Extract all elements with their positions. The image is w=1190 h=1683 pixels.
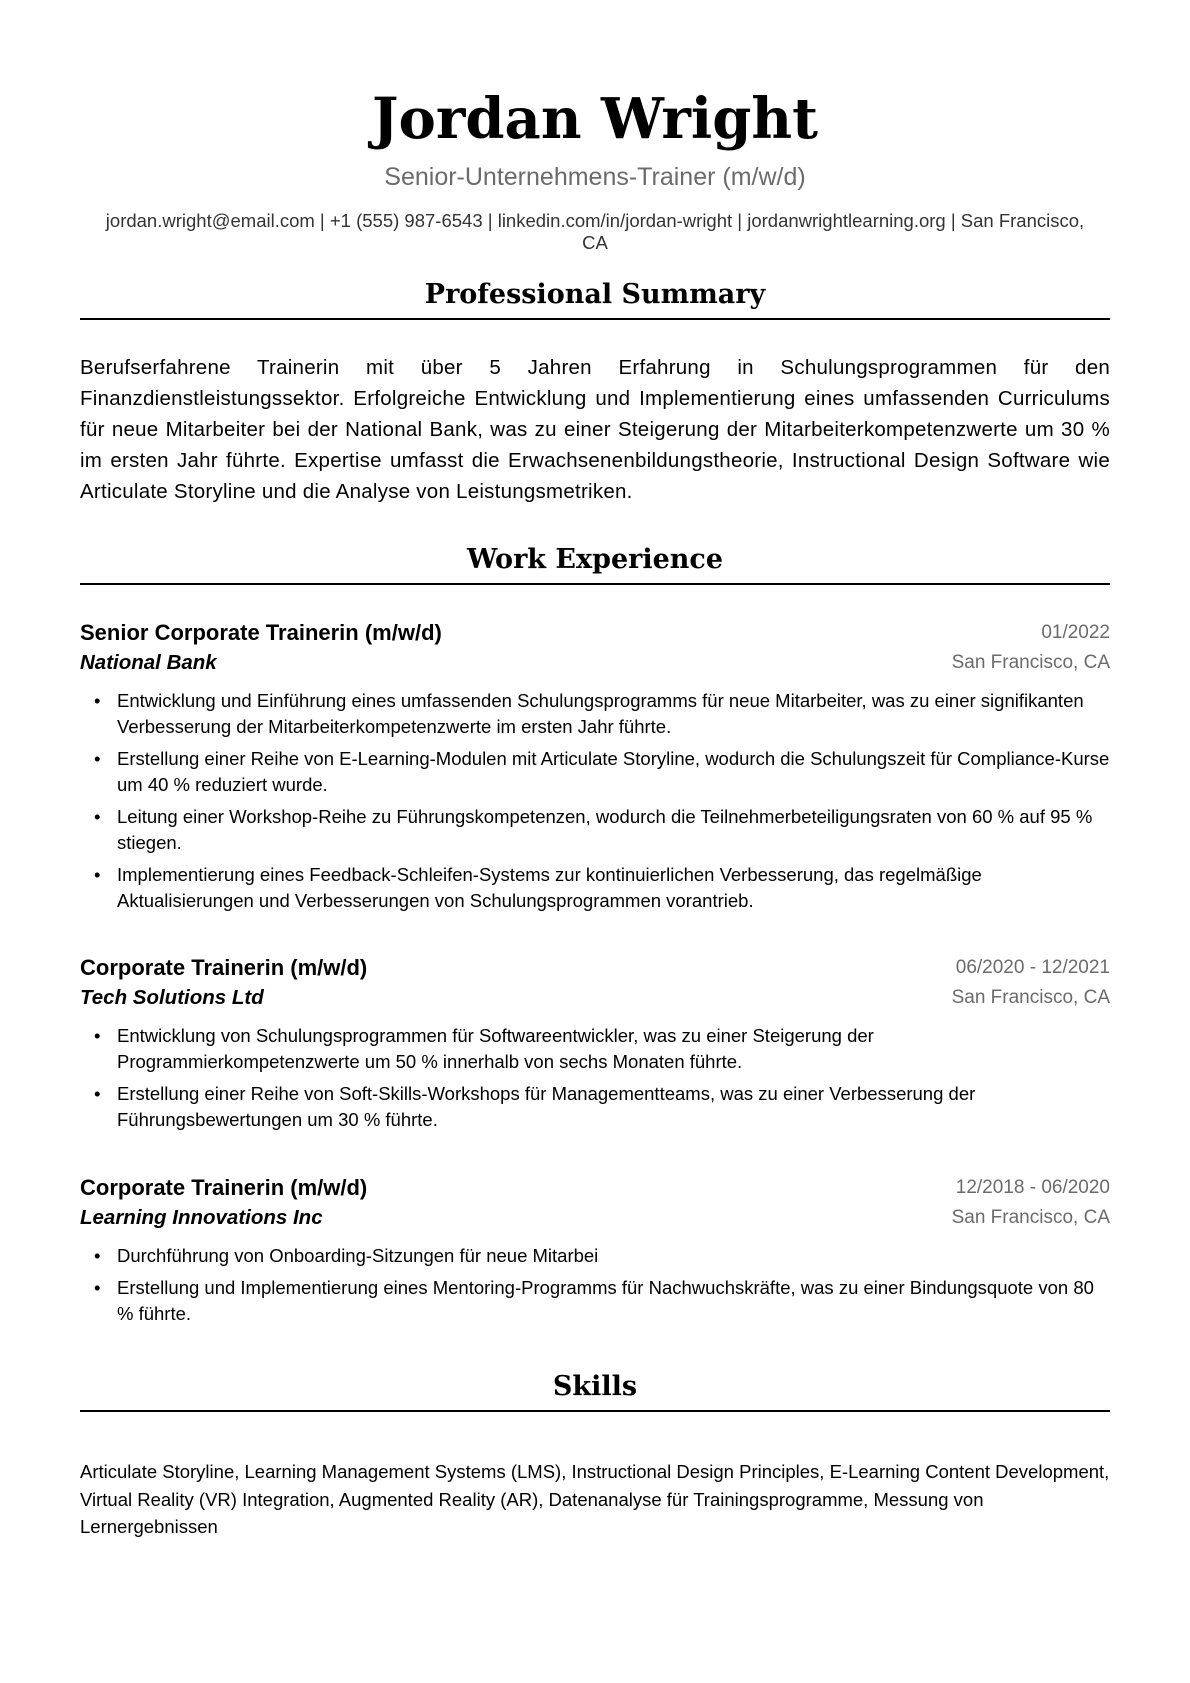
job-date: 01/2022 [1041,622,1110,643]
contact-info: jordan.wright@email.com | +1 (555) 987-6543 | linkedin.com/in/jordan-wright | jordanwrightlearning.org | San Francisco, CA [105,210,1085,253]
summary-heading: Professional Summary [80,278,1110,320]
job-location: San Francisco, CA [951,652,1110,673]
experience-heading: Work Experience [80,543,1110,585]
bullet-dot-icon: • [94,1245,101,1266]
bullet-dot-icon: • [94,806,101,827]
job-company: National Bank [80,651,217,674]
bullet-dot-icon: • [94,864,101,885]
candidate-name: Jordan Wright [372,86,818,152]
job-location: San Francisco, CA [951,987,1110,1008]
bullet-item: • Entwicklung und Einführung eines umfassenden Schulungsprogramms für neue Mitarbeiter, was zu einer signifikanten Verbesserung der Mitarbeiterkompetenzwerte im ersten Jahr führte. [94,690,1084,737]
job-date: 12/2018 - 06/2020 [955,1177,1110,1198]
bullet-item: • Erstellung einer Reihe von Soft-Skills-Workshops für Managementteams, was zu einer Verbesserung der Führungsbewertungen um 30 % führte. [94,1083,976,1130]
job-title: Corporate Trainerin (m/w/d) [80,1175,368,1200]
bullet-dot-icon: • [94,690,101,711]
job-company: Learning Innovations Inc [80,1206,323,1229]
bullet-dot-icon: • [94,1083,101,1104]
job-bullets [80,1023,1110,1133]
job-company: Tech Solutions Ltd [80,986,264,1009]
bullet-item: • Durchführung von Onboarding-Sitzungen für neue Mitarbei [80,1243,1110,1269]
job-entry [80,618,1110,920]
candidate-title: Senior-Unternehmens-Trainer (m/w/d) [384,163,806,191]
skills-text: Articulate Storyline, Learning Management Systems (LMS), Instructional Design Principles, E-Learning Content Development, Virtual Reality (VR) Integration, Augmented Reality (AR), Datenanalyse für Trainingsprogramme, Messung von Lernergebnissen [80,1461,1110,1537]
bullet-dot-icon: • [94,1025,101,1046]
bullet-dot-icon: • [94,1277,101,1298]
job-title: Senior Corporate Trainerin (m/w/d) [80,620,442,645]
skills-heading: Skills [80,1370,1110,1412]
bullet-item: • Implementierung eines Feedback-Schleifen-Systems zur kontinuierlichen Verbesserung, das regelmäßige Aktualisierungen und Verbesserungen von Schulungsprogrammen vorantrieb. [94,864,982,911]
job-entry [80,1173,1110,1333]
bullet-item: • Entwicklung von Schulungsprogrammen für Softwareentwickler, was zu einer Steigerung der Programmierkompetenzwerte um 50 % innerhalb von sechs Monaten führte. [94,1025,874,1072]
bullet-item: • Leitung einer Workshop-Reihe zu Führungskompetenzen, wodurch die Teilnehmerbeteiligungsraten von 60 % auf 95 % stiegen. [94,806,1093,853]
job-bullets [80,1243,1110,1327]
job-title: Corporate Trainerin (m/w/d) [80,955,368,980]
bullet-dot-icon: • [94,748,101,769]
job-entry [80,953,1110,1139]
bullet-item: • Erstellung und Implementierung eines Mentoring-Programms für Nachwuchskräfte, was zu einer Bindungsquote von 80 % führte. [94,1277,1094,1324]
bullet-item: • Erstellung einer Reihe von E-Learning-Modulen mit Articulate Storyline, wodurch die Schulungszeit für Compliance-Kurse um 40 % reduziert wurde. [94,748,1110,795]
job-date: 06/2020 - 12/2021 [955,957,1110,978]
job-location: San Francisco, CA [951,1207,1110,1228]
summary-text: Berufserfahrene Trainerin mit über 5 Jahren Erfahrung in Schulungsprogrammen für den Finanzdienstleistungssektor. Erfolgreiche Entwicklung und Implementierung eines umfassenden Curriculums für neue Mitarbeiter bei der National Bank, was zu einer Steigerung der Mitarbeiterkompetenzwerte um 30 % im ersten Jahr führte. Expertise umfasst die Erwachsenenbildungstheorie, Instructional Design Software wie Articulate Storyline und die Analyse von Leistungsmetriken. [80,356,1110,503]
job-bullets [80,688,1110,914]
